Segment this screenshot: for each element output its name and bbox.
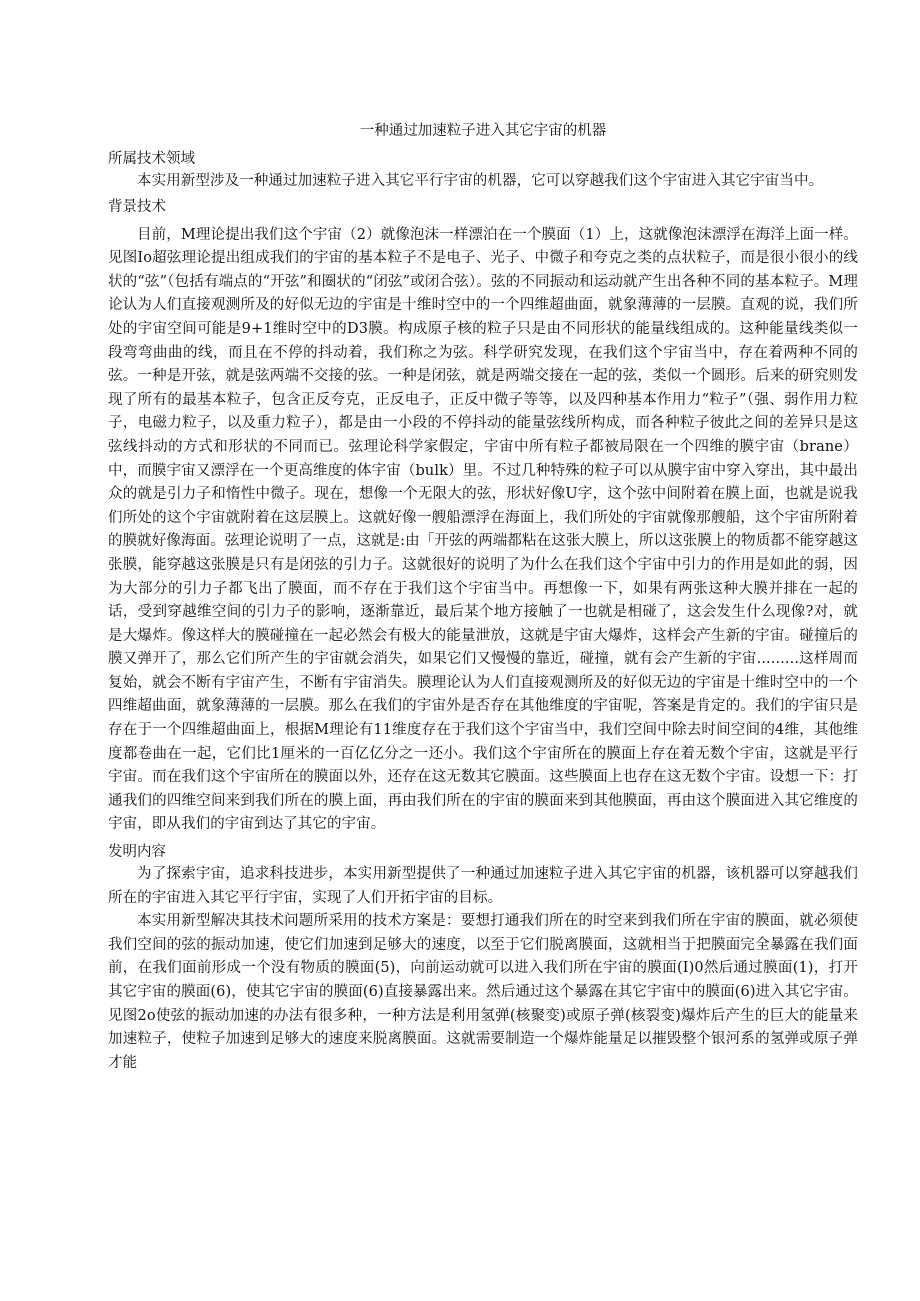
section-heading-field: 所属技术领域: [108, 151, 195, 167]
document-page: [108, 120, 858, 1075]
background-paragraph: 目前，M理论提出我们这个宇宙（2）就像泡沫一样漂泊在一个膜面（1）上，这就像泡沫漂浮在海洋上面一样。见图Io超弦理论提出组成我们的宇宙的基本粒子不是电子、光子、中微子和夸克之类的点状粒子，而是很小很小的线状的“弦”（包括有端点的“开弦”和圈状的“闭弦”或闭合弦）。弦的不同振动和运动就产生出各种不同的基本粒子。M理论认为人们直接观测所及的好似无边的宇宙是十维时空中的一个四维超曲面，就象薄薄的一层膜。直观的说，我们所处的宇宙空间可能是9+1维时空中的D3膜。构成原子核的粒子只是由不同形状的能量线组成的。这种能量线类似一段弯弯曲曲的线，而且在不停的抖动着，我们称之为弦。科学研究发现，在我们这个宇宙当中，存在着两种不同的弦。一种是开弦，就是弦两端不交接的弦。一种是闭弦，就是两端交接在一起的弦，类似一个圆形。后来的研究则发现了所有的最基本粒子，包含正反夸克，正反电子，正反中微子等等，以及四种基本作用力“粒子”（强、弱作用力粒子，电磁力粒子，以及重力粒子），都是由一小段的不停抖动的能量弦线所构成，而各种粒子彼此之间的差异只是这弦线抖动的方式和形状的不同而已。弦理论科学家假定，宇宙中所有粒子都被局限在一个四维的膜宇宙（brane）中，而膜宇宙又漂浮在一个更高维度的体宇宙（bulk）里。不过几种特殊的粒子可以从膜宇宙中穿入穿出，其中最出众的就是引力子和惰性中微子。现在，想像一个无限大的弦，形状好像U字，这个弦中间附着在膜上面，也就是说我们所处的这个宇宙就附着在这层膜上。这就好像一艘船漂浮在海面上，我们所处的宇宙就像那艘船，这个宇宙所附着的膜就好像海面。弦理论说明了一点，这就是:由「开弦的两端都粘在这张大膜上，所以这张膜上的物质都不能穿越这张膜，能穿越这张膜是只有是闭弦的引力子。这就很好的说明了为什么在我们这个宇宙中引力的作用是如此的弱，因为大部分的引力子都飞出了膜面，而不存在于我们这个宇宙当中。再想像一下，如果有两张这种大膜并排在一起的话，受到穿越维空间的引力子的影响，逐渐靠近，最后某个地方接触了一也就是相碰了，这会发生什么现像?对，就是大爆炸。像这样大的膜碰撞在一起必然会有极大的能量泄放，这就是宇宙大爆炸，这样会产生新的宇宙。碰撞后的膜又弹开了，那么它们所产生的宇宙就会消失，如果它们又慢慢的靠近，碰撞，就有会产生新的宇宙.........这样周而复始，就会不断有宇宙产生，不断有宇宙消失。膜理论认为人们直接观测所及的好似无边的宇宙是十维时空中的一个四维超曲面，就象薄薄的一层膜。那么在我们的宇宙外是否存在其他维度的宇宙呢，答案是肯定的。我们的宇宙只是存在于一个四维超曲面上，根据M理论有11维度存在于我们这个宇宙当中，我们空间中除去时间空间的4维，其他维度都卷曲在一起，它们比1厘米的一百亿亿分之一还小。我们这个宇宙所在的膜面上存在着无数个宇宙，这就是平行宇宙。而在我们这个宇宙所在的膜面以外，还存在这无数其它膜面。这些膜面上也存在这无数个宇宙。设想一下：打通我们的四维空间来到我们所在的膜上面，再由我们所在的宇宙的膜面来到其他膜面，再由这个膜面进入其它维度的宇宙，即从我们的宇宙到达了其它的宇宙。: [108, 226, 858, 833]
invention-paragraph-2: 本实用新型解决其技术问题所采用的技术方案是：要想打通我们所在的时空来到我们所在宇宙的膜面，就必须使我们空间的弦的振动加速，使它们加速到足够大的速度，以至于它们脱离膜面，这就相当于把膜面完全暴露在我们面前，在我们面前形成一个没有物质的膜面(5)，向前运动就可以进入我们所在宇宙的膜面(I)0然后通过膜面(1)，打开其它宇宙的膜面(6)，使其它宇宙的膜面(6)直接暴露出来。然后通过这个暴露在其它宇宙中的膜面(6)进入其它宇宙。见图2o使弦的振动加速的办法有很多种，一种方法是利用氢弹(核聚变)或原子弹(核裂变)爆炸后产生的巨大的能量来加速粒子，使粒子加速到足够大的速度来脱离膜面。这就需要制造一个爆炸能量足以摧毁整个银河系的氢弹或原子弹才能: [108, 913, 858, 1071]
field-paragraph: 本实用新型涉及一种通过加速粒子进入其它平行宇宙的机器，它可以穿越我们这个宇宙进入其它宇宙当中。: [137, 173, 824, 189]
section-heading-background: 背景技术: [108, 198, 166, 215]
invention-paragraph-1: 为了探索宇宙，追求科技进步，本实用新型提供了一种通过加速粒子进入其它宇宙的机器，该机器可以穿越我们所在的宇宙进入其它平行宇宙，实现了人们开拓宇宙的目标。: [108, 866, 858, 906]
section-heading-invention: 发明内容: [108, 844, 166, 861]
document-title: 一种通过加速粒子进入其它宇宙的机器: [359, 123, 607, 139]
